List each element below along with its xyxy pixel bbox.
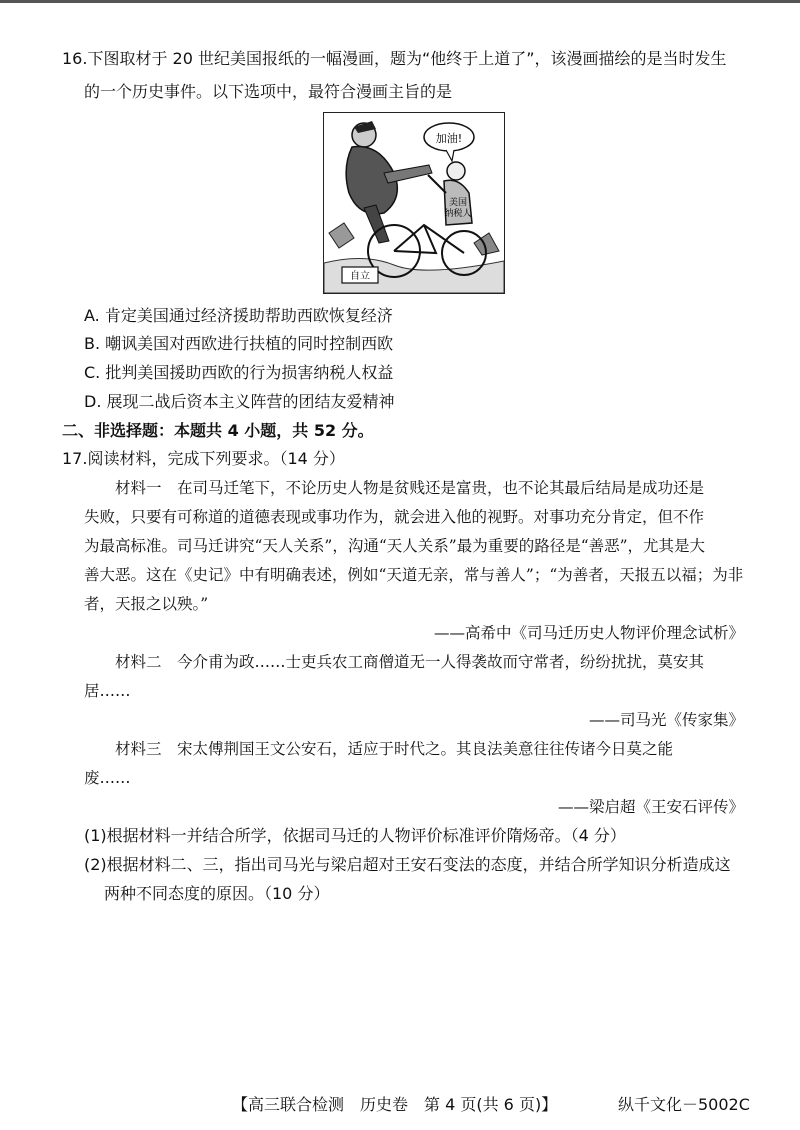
footer-exam-info: 【高三联合检测 历史卷 第 4 页(共 6 页)】 — [232, 1095, 558, 1114]
section2-heading: 二、非选择题：本题共 4 小题，共 52 分。 — [62, 421, 374, 440]
comic-label-taxpayer-2: 纳税人 — [444, 209, 472, 219]
q17-material3-line1: 材料三 宋太傅荆国王文公安石，适应于时代之。其良法美意往往传诸今日莫之能 — [115, 740, 674, 758]
q17-question2-line1: (2)根据材料二、三，指出司马光与梁启超对王安石变法的态度，并结合所学知识分析造成这 — [84, 855, 731, 874]
q17-question1: (1)根据材料一并结合所学，依据司马迁的人物评价标准评价隋炀帝。（4 分） — [84, 826, 626, 845]
q17-material1-line5: 者，天报之以殃。” — [84, 595, 209, 613]
q17-material1-line1: 材料一 在司马迁笔下，不论历史人物是贫贱还是富贵，也不论其最后结局是成功还是 — [115, 479, 705, 497]
q17-material3-line2: 废…… — [84, 769, 131, 787]
q17-material2-line1: 材料二 今介甫为政……士吏兵农工商僧道无一人得袭故而守常者，纷纷扰扰，莫安其 — [115, 653, 705, 671]
q17-material1-line4: 善大恶。这在《史记》中有明确表述，例如“天道无亲，常与善人”；“为善者，天报五以福；为非 — [84, 566, 744, 584]
q16-option-b: B. 嘲讽美国对西欧进行扶植的同时控制西欧 — [84, 334, 394, 353]
q17-source1: ——高希中《司马迁历史人物评价理念试析》 — [433, 624, 744, 642]
q17-material1-line3: 为最高标准。司马迁讲究“天人关系”，沟通“天人关系”最为重要的路径是“善恶”，尤其是大 — [84, 537, 706, 555]
q17-source3: ——梁启超《王安石评传》 — [557, 798, 744, 816]
q16-stem-line1: 16.下图取材于 20 世纪美国报纸的一幅漫画，题为“他终于上道了”，该漫画描绘的是当时发生 — [62, 49, 727, 68]
q17-question2-line2: 两种不同态度的原因。（10 分） — [104, 884, 330, 903]
comic-illustration — [324, 113, 504, 293]
q17-intro: 17.阅读材料，完成下列要求。（14 分） — [62, 449, 345, 468]
comic-sign-text: 自立 — [350, 271, 370, 282]
q16-stem-line2: 的一个历史事件。以下选项中，最符合漫画主旨的是 — [84, 82, 453, 101]
q17-material1-line2: 失败，只要有可称道的道德表现或事功作为，就会进入他的视野。对事功充分肯定，但不作 — [84, 508, 705, 526]
q17-material2-line2: 居…… — [84, 682, 131, 700]
q16-comic — [323, 112, 505, 294]
q16-option-d: D. 展现二战后资本主义阵营的团结友爱精神 — [84, 392, 395, 411]
footer-code: 纵千文化－5002C — [618, 1095, 750, 1114]
q16-option-c: C. 批判美国援助西欧的行为损害纳税人权益 — [84, 363, 394, 382]
comic-bubble-text: 加油! — [435, 132, 463, 145]
q17-source2: ——司马光《传家集》 — [588, 711, 744, 729]
q16-option-a: A. 肯定美国通过经济援助帮助西欧恢复经济 — [84, 306, 393, 325]
comic-label-taxpayer-1: 美国 — [448, 198, 468, 208]
